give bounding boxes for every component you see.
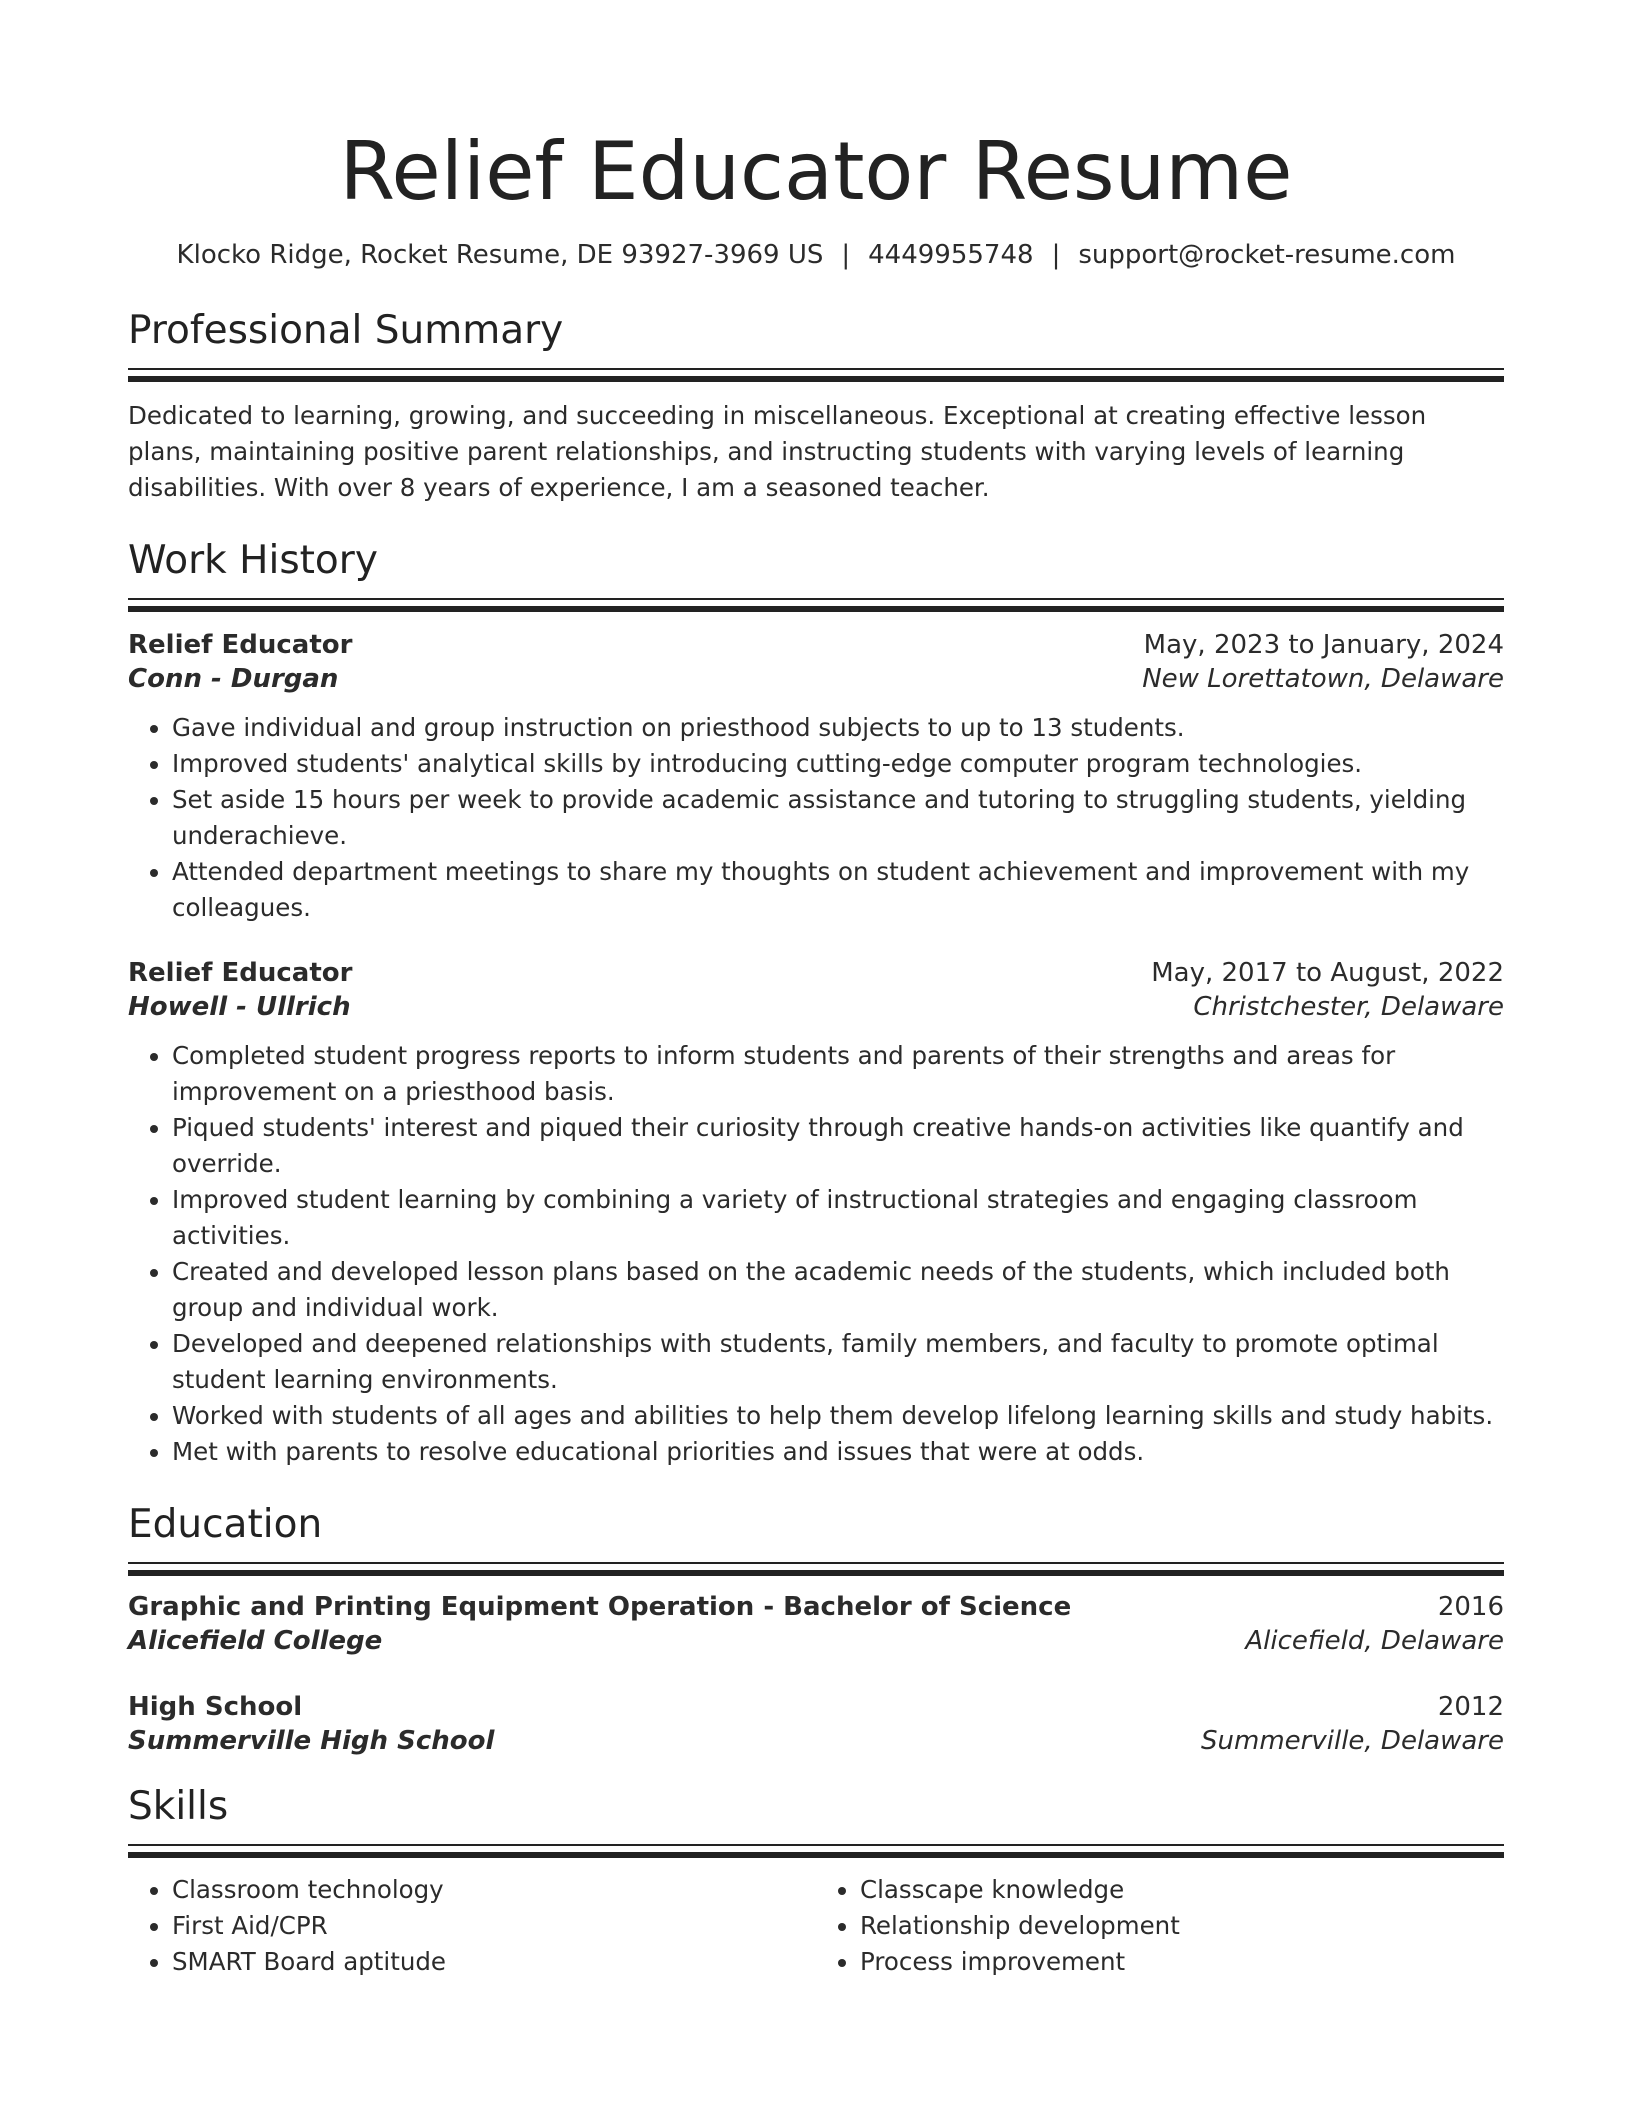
list-item: • First Aid/CPR <box>172 1908 816 1944</box>
skills-list-right <box>816 1872 1504 1980</box>
education-year: 2012 <box>1437 1692 1504 1722</box>
list-item: • Improved students' analytical skills by introducing cutting-edge computer program technologies. <box>172 746 1504 782</box>
section-title-summary: Professional Summary <box>128 308 564 353</box>
section-title-skills: Skills <box>128 1784 229 1829</box>
job-company: Conn - Durgan <box>128 664 339 694</box>
education-school: Alicefield College <box>128 1626 383 1656</box>
contact-phone: 4449955748 <box>868 240 1034 270</box>
job-title: Relief Educator <box>128 958 353 988</box>
contact-line <box>128 238 1504 272</box>
skills-columns <box>128 1872 1504 1980</box>
resume-title: Relief Educator Resume <box>339 125 1293 218</box>
education-entry <box>128 1592 1504 1656</box>
summary-text: Dedicated to learning, growing, and succeeding in miscellaneous. Exceptional at creating effective lesson plans, maintaining positive parent relationships, and instructing students with varying levels of learning disabilities. With over 8 years of experience, I am a seasoned teacher. <box>128 401 1427 502</box>
list-item: • Classroom technology <box>172 1872 816 1908</box>
skills-section <box>128 1782 1504 1980</box>
job-entry <box>128 630 1504 926</box>
list-item: • Relationship development <box>860 1908 1504 1944</box>
job-company-row <box>128 992 1504 1022</box>
list-item: • Piqued students' interest and piqued their curiosity through creative hands-on activities like quantify and override. <box>172 1110 1504 1182</box>
education-degree: Graphic and Printing Equipment Operation - Bachelor of Science <box>128 1592 1072 1622</box>
job-bullets <box>128 710 1504 926</box>
education-header-row <box>128 1692 1504 1722</box>
section-divider <box>128 1844 1504 1856</box>
section-divider <box>128 368 1504 380</box>
job-entry <box>128 958 1504 1470</box>
job-company: Howell - Ullrich <box>128 992 351 1022</box>
education-degree: High School <box>128 1692 303 1722</box>
list-item: • Created and developed lesson plans based on the academic needs of the students, which included both group and individual work. <box>172 1254 1504 1326</box>
education-school-row <box>128 1626 1504 1656</box>
contact-separator: | <box>841 240 851 270</box>
education-location: Alicefield, Delaware <box>1245 1626 1504 1656</box>
skills-list-left <box>128 1872 816 1980</box>
job-location: Christchester, Delaware <box>1193 992 1504 1022</box>
section-divider <box>128 1562 1504 1574</box>
list-item: • Process improvement <box>860 1944 1504 1980</box>
work-history-section <box>128 536 1504 1470</box>
job-header-row <box>128 958 1504 988</box>
education-school: Summerville High School <box>128 1726 495 1756</box>
list-item: • Improved student learning by combining a variety of instructional strategies and engaging classroom activities. <box>172 1182 1504 1254</box>
education-location: Summerville, Delaware <box>1201 1726 1504 1756</box>
education-year: 2016 <box>1437 1592 1504 1622</box>
job-location: New Lorettatown, Delaware <box>1142 664 1504 694</box>
summary-section <box>128 306 1504 506</box>
list-item: • SMART Board aptitude <box>172 1944 816 1980</box>
education-section <box>128 1500 1504 1756</box>
job-dates: May, 2017 to August, 2022 <box>1151 958 1504 988</box>
list-item: • Met with parents to resolve educational priorities and issues that were at odds. <box>172 1434 1504 1470</box>
list-item: • Developed and deepened relationships with students, family members, and faculty to promote optimal student learning environments. <box>172 1326 1504 1398</box>
list-item: • Set aside 15 hours per week to provide academic assistance and tutoring to struggling students, yielding underachieve. <box>172 782 1504 854</box>
list-item: • Worked with students of all ages and abilities to help them develop lifelong learning skills and study habits. <box>172 1398 1504 1434</box>
education-header-row <box>128 1592 1504 1622</box>
list-item: • Completed student progress reports to inform students and parents of their strengths and areas for improvement on a priesthood basis. <box>172 1038 1504 1110</box>
job-title: Relief Educator <box>128 630 353 660</box>
education-entry <box>128 1692 1504 1756</box>
contact-email: support@rocket-resume.com <box>1078 240 1456 270</box>
section-title-education: Education <box>128 1502 323 1547</box>
contact-address: Klocko Ridge, Rocket Resume, DE 93927-3969 US <box>176 240 824 270</box>
education-school-row <box>128 1726 1504 1756</box>
section-title-work-history: Work History <box>128 538 378 583</box>
job-header-row <box>128 630 1504 660</box>
job-company-row <box>128 664 1504 694</box>
contact-separator: | <box>1051 240 1061 270</box>
section-divider <box>128 598 1504 610</box>
list-item: • Classcape knowledge <box>860 1872 1504 1908</box>
job-dates: May, 2023 to January, 2024 <box>1143 630 1504 660</box>
list-item: • Gave individual and group instruction on priesthood subjects to up to 13 students. <box>172 710 1504 746</box>
job-bullets <box>128 1038 1504 1470</box>
list-item: • Attended department meetings to share my thoughts on student achievement and improvement with my colleagues. <box>172 854 1504 926</box>
